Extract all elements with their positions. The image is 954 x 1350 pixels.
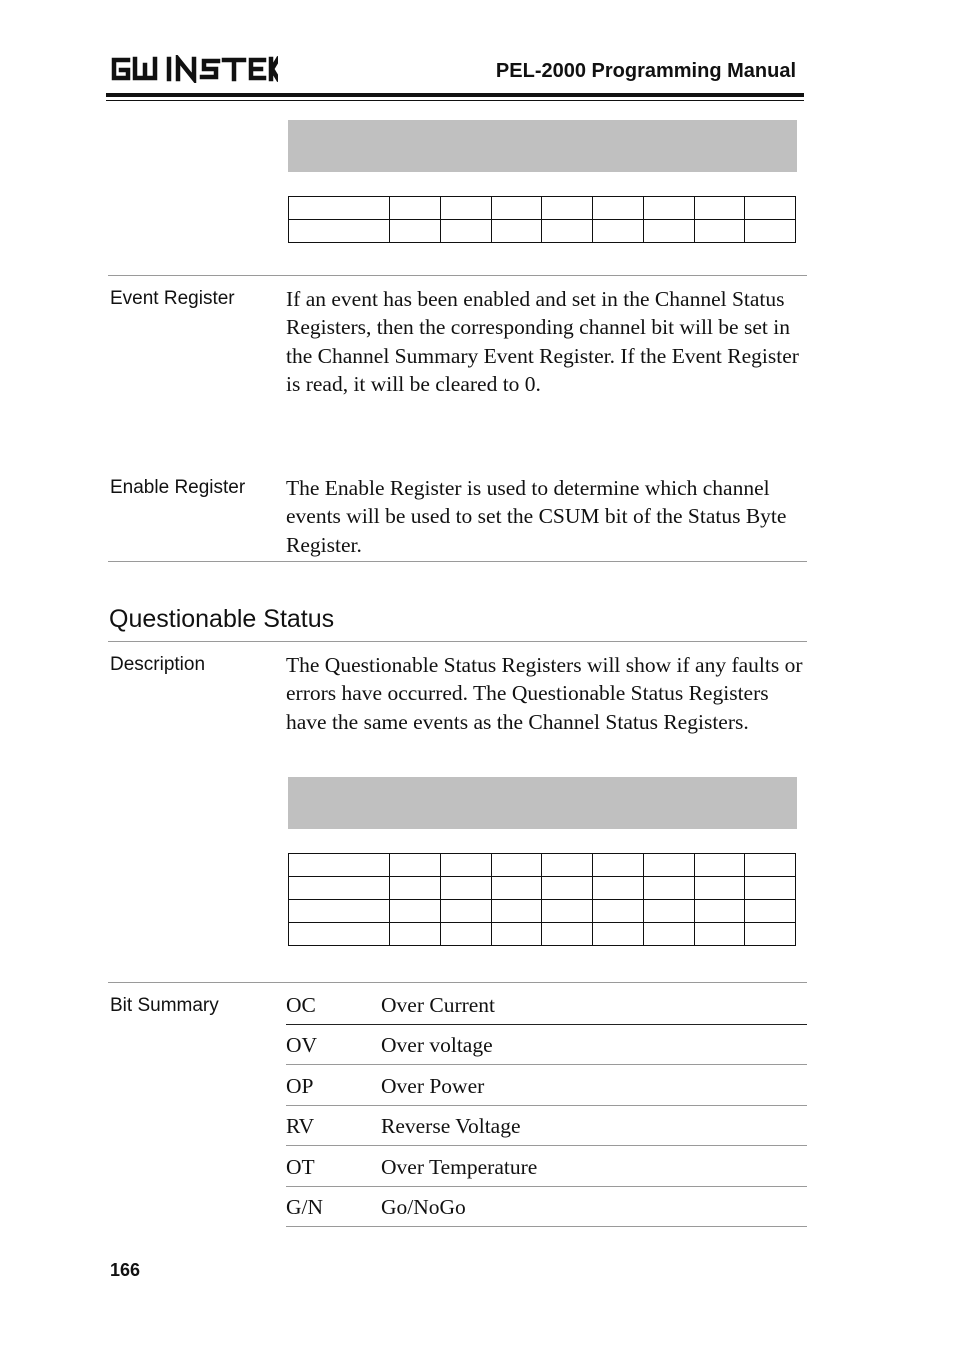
section-divider — [108, 561, 807, 562]
table-row — [289, 877, 796, 900]
section-divider — [108, 275, 807, 276]
event-register-description: If an event has been enabled and set in the Channel Status Registers, then the corresponding channel bit will be set in the Channel Summary Event Register. If the Event Register is read, it will be cleared to 0. — [286, 287, 799, 396]
table-row — [289, 220, 796, 243]
bit-abbreviation: G/N — [286, 1195, 324, 1219]
bit-abbreviation: OP — [286, 1074, 314, 1098]
enable-register-description: The Enable Register is used to determine which channel events will be used to set the CSUM bit of the Status Byte Register. — [286, 476, 787, 557]
bit-summary-row — [286, 984, 807, 1025]
header-rule-thin — [106, 100, 804, 101]
bit-meaning: Go/NoGo — [381, 1195, 466, 1219]
bit-abbreviation: OT — [286, 1155, 315, 1179]
table-row — [289, 923, 796, 946]
channel-summary-bit-table — [288, 196, 796, 243]
manual-title: PEL-2000 Programming Manual — [495, 60, 796, 82]
section-title: Questionable Status — [109, 605, 335, 633]
gw-instek-logo — [108, 55, 278, 83]
bit-abbreviation: OV — [286, 1033, 318, 1057]
bit-summary-row — [286, 1186, 807, 1227]
table-row — [289, 900, 796, 923]
table-row — [289, 854, 796, 877]
table-row — [289, 197, 796, 220]
questionable-status-description: The Questionable Status Registers will show if any faults or errors have occurred. The Questionable Status Registers have the same events as the Channel Status Registers. — [286, 653, 803, 734]
bit-meaning: Reverse Voltage — [381, 1114, 521, 1138]
bit-summary-label: Bit Summary — [110, 995, 219, 1016]
bit-abbreviation: OC — [286, 993, 316, 1017]
bit-summary-row — [286, 1105, 807, 1146]
bit-meaning: Over voltage — [381, 1033, 493, 1057]
bit-meaning: Over Temperature — [381, 1155, 538, 1179]
bit-summary-row — [286, 1065, 807, 1106]
event-register-label: Event Register — [110, 288, 235, 309]
bit-abbreviation: RV — [286, 1114, 315, 1138]
header-rule — [106, 93, 804, 97]
questionable-status-bit-table — [288, 853, 796, 946]
bit-summary-row — [286, 1146, 807, 1187]
register-diagram-header — [288, 120, 797, 172]
description-label: Description — [110, 654, 206, 675]
register-diagram-header — [288, 777, 797, 829]
enable-register-label: Enable Register — [110, 477, 246, 498]
section-divider — [108, 982, 807, 983]
bit-meaning: Over Power — [381, 1074, 485, 1098]
page-number: 166 — [110, 1260, 141, 1280]
section-title-rule — [108, 641, 807, 642]
bit-meaning: Over Current — [381, 993, 496, 1017]
bit-summary-row — [286, 1024, 807, 1065]
